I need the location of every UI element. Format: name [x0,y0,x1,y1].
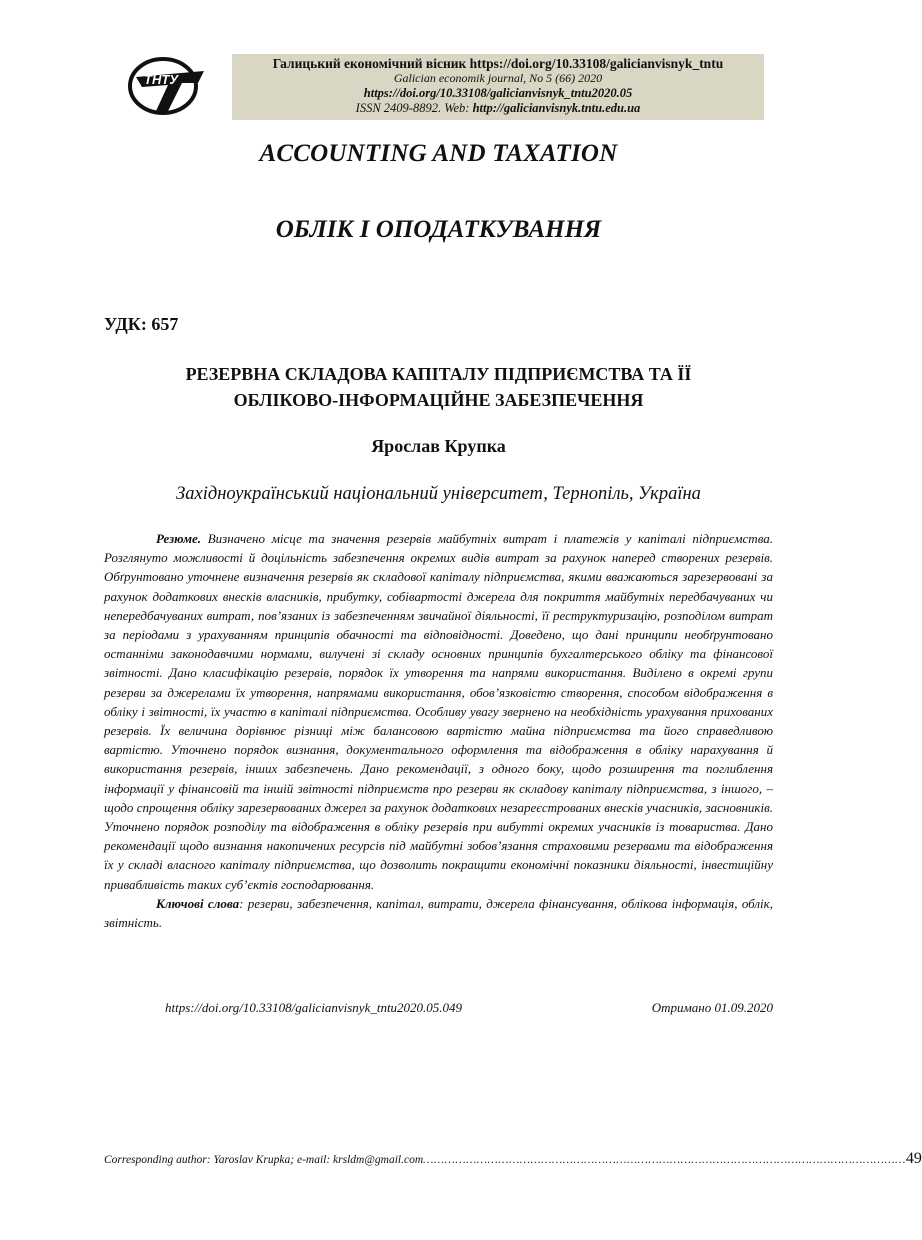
received-date: Отримано 01.09.2020 [651,1000,773,1015]
footer-dot-leader: ……………………………………………………………………………………………………………………… [423,1154,906,1166]
abstract-text: Визначено місце та значення резервів майбутніх витрат і платежів у капіталі підприємства. Розглянуто можливості й доцільність забезпечення окремих видів витрат за рахунок наперед створених резервів. Обґрунтовано уточнене визначення резервів як складової капіталу підприємства, якими вважаються зарезервовані за рахунок додаткових внесків власників, прибутку, собівартості джерела для покриття майбутніх передбачуваних чи непередбачуваних витрат, пов’язаних із забезпеченням звичайної діяльності, її реструктуризацію, розподілом витрат за періодами з урахуванням принципів обачності та відповідності. Доведено, що дані принципи необґрунтовано останніми законодавчими нормами, вилучені зі складу основних принципів бухгалтерського обліку та фінансової звітності. Дано класифікацію резервів, порядок їх утворення та напрями використання. Виділено в окремі групи резерви за джерелами їх утворення, напрямами використання, обов’язковістю створення, способом відображення в обліку і звітності, їх участю в капіталі підприємства. Особливу увагу звернено на необхідність урахування прихованих резервів. Їх величина дорівнює різниці між балансовою вартістю майна підприємства та його справедливою вартістю. Уточнено порядок визнання, документального оформлення та відображення в обліку нарахування й використання резервів, інших забезпечень. Дано рекомендації, з одного боку, щодо розширення та поглиблення інформації у фінансовій та іншій звітності підприємств про резерви як складову капіталу підприємства, з іншого, – щодо спрощення обліку зарезервованих джерел за рахунок додаткових незареєстрованих внесків учасників, засновників. Уточнено порядок розподілу та відображення в обліку резервів при вибутті окремих учасників із товариства. Дано рекомендації щодо визнання накопичених ресурсів під майбутні зобов’язання страховими резервами та відображення їх у складі власного капіталу підприємства, що дозволить покращити економічні показники діяльності, інвестиційну привабливість таких суб’єктів господарювання. [104,531,773,892]
article-title-line-2: ОБЛІКОВО-ІНФОРМАЦІЙНЕ ЗАБЕЗПЕЧЕННЯ [233,390,644,410]
section-title-en: ACCOUNTING AND TAXATION [259,140,618,167]
journal-issn-line [232,101,764,116]
journal-web-link[interactable]: http://galicianvisnyk.tntu.edu.ua [472,101,641,115]
article-doi-link[interactable]: https://doi.org/10.33108/galicianvisnyk_tntu2020.05.049 [165,1000,463,1015]
abstract-label: Резюме. [156,531,202,546]
keywords-paragraph [104,894,773,932]
abstract-paragraph [104,529,773,894]
journal-title-line: Галицький економічний вісник https://doi.org/10.33108/galicianvisnyk_tntu [272,56,724,71]
keywords-text: : резерви, забезпечення, капітал, витрати, джерела фінансування, облікова інформація, облік, звітність. [104,895,773,931]
logo-text: ТНТУ [144,72,179,87]
keywords-label: Ключові слова [156,895,240,911]
abstract-block [104,529,773,932]
page-footer [104,1150,922,1170]
author-name: Ярослав Крупка [371,436,506,456]
corresponding-author: Corresponding author: Yaroslav Krupka; e-mail: krsldm@gmail.com [104,1154,424,1166]
issn-text: ISSN 2409-8892. Web: [355,101,473,115]
udk-code: УДК: 657 [104,314,179,334]
journal-header [232,54,764,120]
article-title-line-1: РЕЗЕРВНА СКЛАДОВА КАПІТАЛУ ПІДПРИЄМСТВА ТА ЇЇ [185,364,692,384]
journal-issue-line: Galician economik journal, No 5 (66) 2020 [393,71,603,85]
article-title [80,361,797,413]
page-number: 49 [905,1150,922,1167]
author-affiliation: Західноукраїнський національний університет, Тернопіль, Україна [176,484,701,504]
tntu-logo-icon [128,55,206,117]
journal-doi-line: https://doi.org/10.33108/galicianvisnyk_tntu2020.05 [363,86,633,100]
section-title-ua: ОБЛІК І ОПОДАТКУВАННЯ [275,216,602,243]
